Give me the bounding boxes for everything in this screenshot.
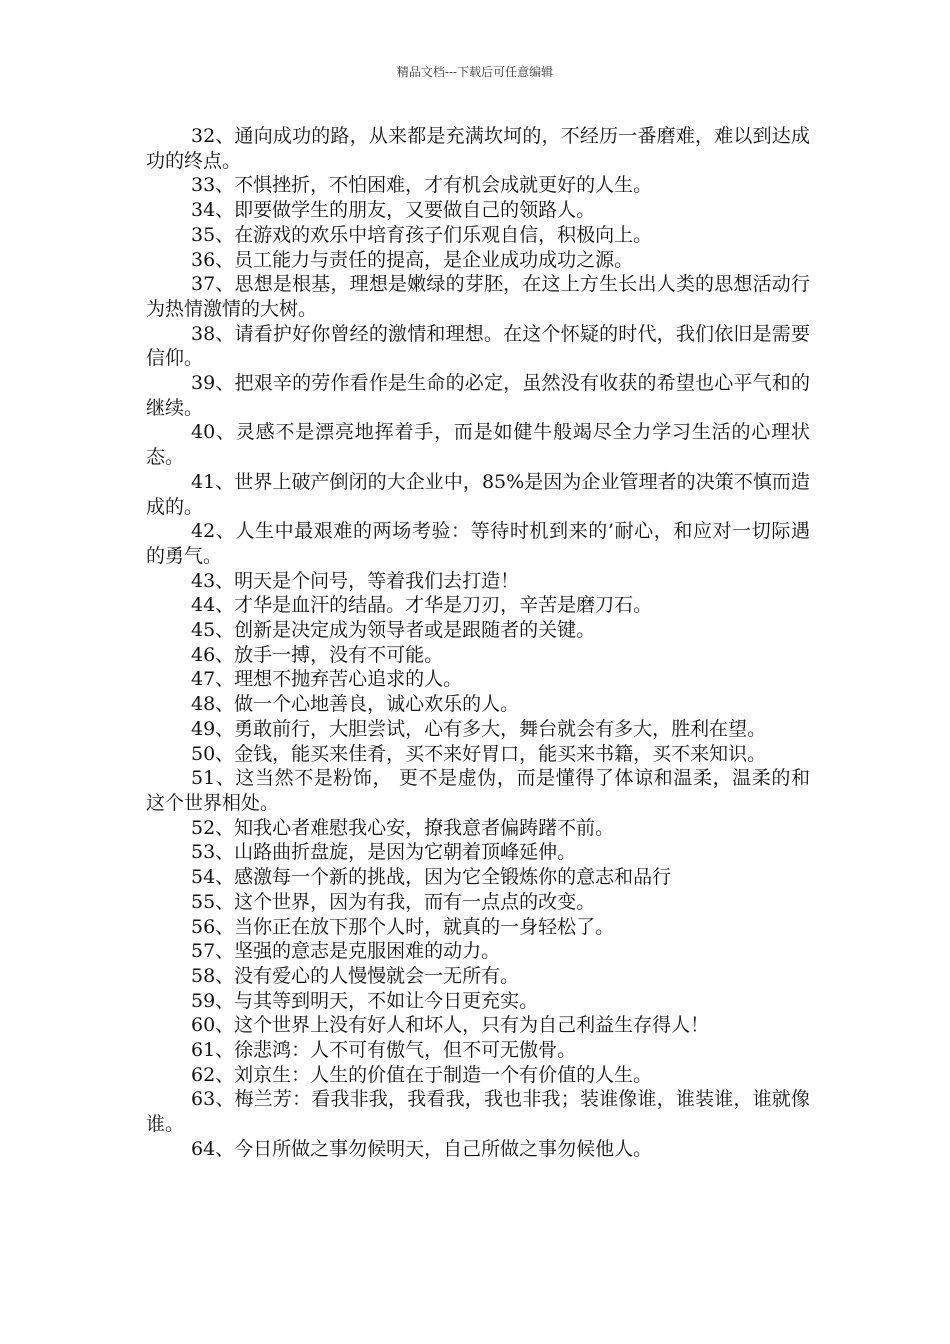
paragraph: 33、不惧挫折，不怕困难，才有机会成就更好的人生。: [191, 174, 653, 197]
paragraph: 51、这当然不是粉饰， 更不是虚伪，而是懂得了体谅和温柔，温柔的和这个世界相处。: [146, 767, 810, 814]
paragraph: 52、知我心者难慰我心安，撩我意者偏踌躇不前。: [191, 816, 615, 839]
paragraph: 44、才华是血汗的结晶。才华是刀刃，辛苦是磨刀石。: [191, 594, 653, 617]
paragraph: 35、在游戏的欢乐中培育孩子们乐观自信，积极向上。: [191, 223, 653, 246]
paragraph: 43、明天是个问号，等着我们去打造！: [191, 569, 520, 592]
paragraph: 48、做一个心地善良，诚心欢乐的人。: [191, 693, 520, 716]
paragraph: 50、金钱，能买来佳肴，买不来好胃口，能买来书籍，买不来知识。: [191, 742, 767, 765]
paragraph: 49、勇敢前行，大胆尝试，心有多大，舞台就会有多大，胜利在望。: [191, 717, 767, 740]
paragraph: 55、这个世界，因为有我，而有一点点的改变。: [191, 890, 596, 913]
paragraph: 37、思想是根基，理想是嫩绿的芽胚，在这上方生长出人类的思想活动行为热情激情的大树。: [146, 273, 810, 320]
paragraph: 63、梅兰芳：看我非我，我看我，我也非我；装谁像谁，谁装谁，谁就像谁。: [146, 1088, 810, 1136]
paragraph: 40、灵感不是漂亮地挥着手，而是如健牛般竭尽全力学习生活的心理状态。: [146, 421, 810, 469]
paragraph: 47、理想不抛弃苦心追求的人。: [191, 668, 463, 691]
paragraph: 32、通向成功的路，从来都是充满坎坷的，不经历一番磨难，难以到达成功的终点。: [146, 125, 810, 172]
paragraph: 45、创新是决定成为领导者或是跟随者的关键。: [191, 619, 596, 642]
paragraph: 42、人生中最艰难的两场考验：等待时机到来的’耐心，和应对一切际遇的勇气。: [146, 520, 810, 567]
paragraph: 56、当你正在放下那个人时，就真的一身轻松了。: [191, 915, 615, 938]
paragraph: 39、把艰辛的劳作看作是生命的必定，虽然没有收获的希望也心平气和的继续。: [146, 372, 810, 419]
paragraph: 58、没有爱心的人慢慢就会一无所有。: [191, 964, 520, 987]
paragraph: 64、今日所做之事勿候明天，自己所做之事勿候他人。: [191, 1137, 653, 1160]
paragraph: 57、坚强的意志是克服困难的动力。: [191, 940, 501, 963]
paragraph: 54、感激每一个新的挑战，因为它全锻炼你的意志和品行: [191, 866, 672, 889]
paragraph: 41、世界上破产倒闭的大企业中，85%是因为企业管理者的决策不慎而造成的。: [146, 470, 810, 518]
paragraph: 36、员工能力与责任的提高，是企业成功成功之源。: [191, 248, 634, 271]
page-header: 精品文档---下载后可任意编辑: [396, 65, 554, 79]
paragraph: 60、这个世界上没有好人和坏人，只有为自己利益生存得人！: [191, 1014, 710, 1037]
paragraph: 53、山路曲折盘旋，是因为它朝着顶峰延伸。: [191, 841, 577, 864]
paragraph: 61、徐悲鸿：人不可有傲气，但不可无傲骨。: [191, 1039, 577, 1062]
paragraph: 34、即要做学生的朋友，又要做自己的领路人。: [191, 199, 596, 222]
paragraph: 46、放手一搏，没有不可能。: [191, 643, 444, 666]
paragraph: 59、与其等到明天，不如让今日更充实。: [191, 989, 539, 1012]
paragraph: 62、刘京生：人生的价值在于制造一个有价值的人生。: [191, 1063, 653, 1086]
paragraph: 38、请看护好你曾经的激情和理想。在这个怀疑的时代，我们依旧是需要信仰。: [146, 322, 810, 370]
document-body: [146, 124, 810, 1162]
